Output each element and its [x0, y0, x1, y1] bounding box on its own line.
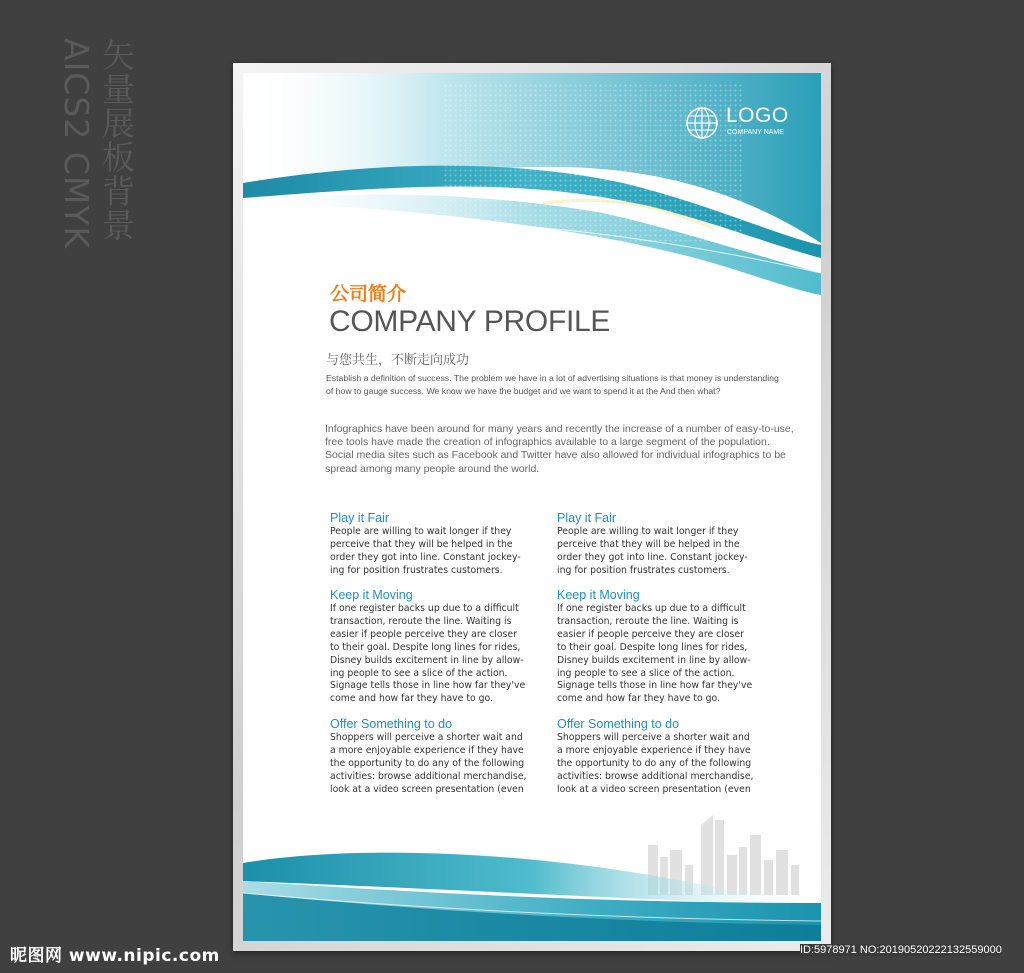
page-title: COMPANY PROFILE — [329, 305, 611, 338]
poster-board — [243, 73, 821, 941]
title-chinese: 公司简介 — [330, 283, 407, 305]
section-heading: Keep it Moving — [330, 588, 413, 602]
bottom-wave-decoration — [243, 833, 821, 941]
right-section-offer-something — [557, 716, 777, 797]
section-body: Shoppers will perceive a shorter wait and a more enjoyable experience if they have the opportunity to do any of the following activities: browse additional merchandise, look at a video screen presentation (even — [330, 732, 527, 795]
section-heading: Offer Something to do — [557, 717, 680, 731]
section-heading: Play it Fair — [557, 511, 617, 525]
globe-icon — [685, 106, 719, 140]
intro-paragraph-2: Infographics have been around for many years and recently the increase of a number of easy-to-use, free tools have made the creation of infographics available to a large segment of the population. Social media sites such as Facebook and Twitter have also allowed for individual infographics to be spread among many people around the world. — [325, 423, 794, 475]
watermark-id: ID:5978971 NO:20190520222132559000 — [800, 944, 1002, 956]
right-section-play-it-fair — [557, 510, 777, 578]
intro-paragraph-1: Establish a definition of success. The problem we have in a lot of advertising situations is that money is understanding of how to gauge success. We know we have the budget and we want to spend it at the And then what? — [326, 373, 779, 396]
company-name: COMPANY NAME — [727, 129, 784, 136]
left-section-offer-something — [330, 716, 550, 797]
left-section-play-it-fair — [330, 510, 550, 578]
poster-frame — [233, 63, 831, 951]
side-caption — [56, 38, 136, 249]
section-body: Shoppers will perceive a shorter wait and a more enjoyable experience if they have the opportunity to do any of the following activities: browse additional merchandise, look at a video screen presentation (even — [557, 732, 754, 795]
section-heading: Offer Something to do — [330, 717, 453, 731]
left-section-keep-it-moving — [330, 587, 550, 706]
logo-text: LOGO — [726, 104, 789, 127]
side-caption-chinese: 矢量展板背景 — [97, 38, 136, 242]
section-body: People are willing to wait longer if they perceive that they will be helped in the order they got into line. Constant jockey- ing for position frustrates customers. — [330, 526, 521, 576]
section-body: If one register backs up due to a difficult transaction, reroute the line. Waiting is easier if people perceive they are closer to their goal. Despite long lines for rides, Disney builds excitement in line by allow- ing people to see a slice of the action. Signage tells those in line how far they've come and how far they have to go. — [557, 603, 753, 705]
slogan: 与您共生，不断走向成功 — [326, 353, 470, 368]
section-heading: Keep it Moving — [557, 588, 640, 602]
section-body: If one register backs up due to a difficult transaction, reroute the line. Waiting is easier if people perceive they are closer to their goal. Despite long lines for rides, Disney builds excitement in line by allow- ing people to see a slice of the action. Signage tells those in line how far they've come and how far they have to go. — [330, 603, 526, 705]
section-heading: Play it Fair — [330, 511, 390, 525]
section-body: People are willing to wait longer if they perceive that they will be helped in the order they got into line. Constant jockey- ing for position frustrates customers. — [557, 526, 748, 576]
right-section-keep-it-moving — [557, 587, 777, 706]
watermark-site: 昵图网 www.nipic.com — [10, 946, 220, 966]
side-caption-format: AICS2 CMYK — [57, 38, 96, 250]
